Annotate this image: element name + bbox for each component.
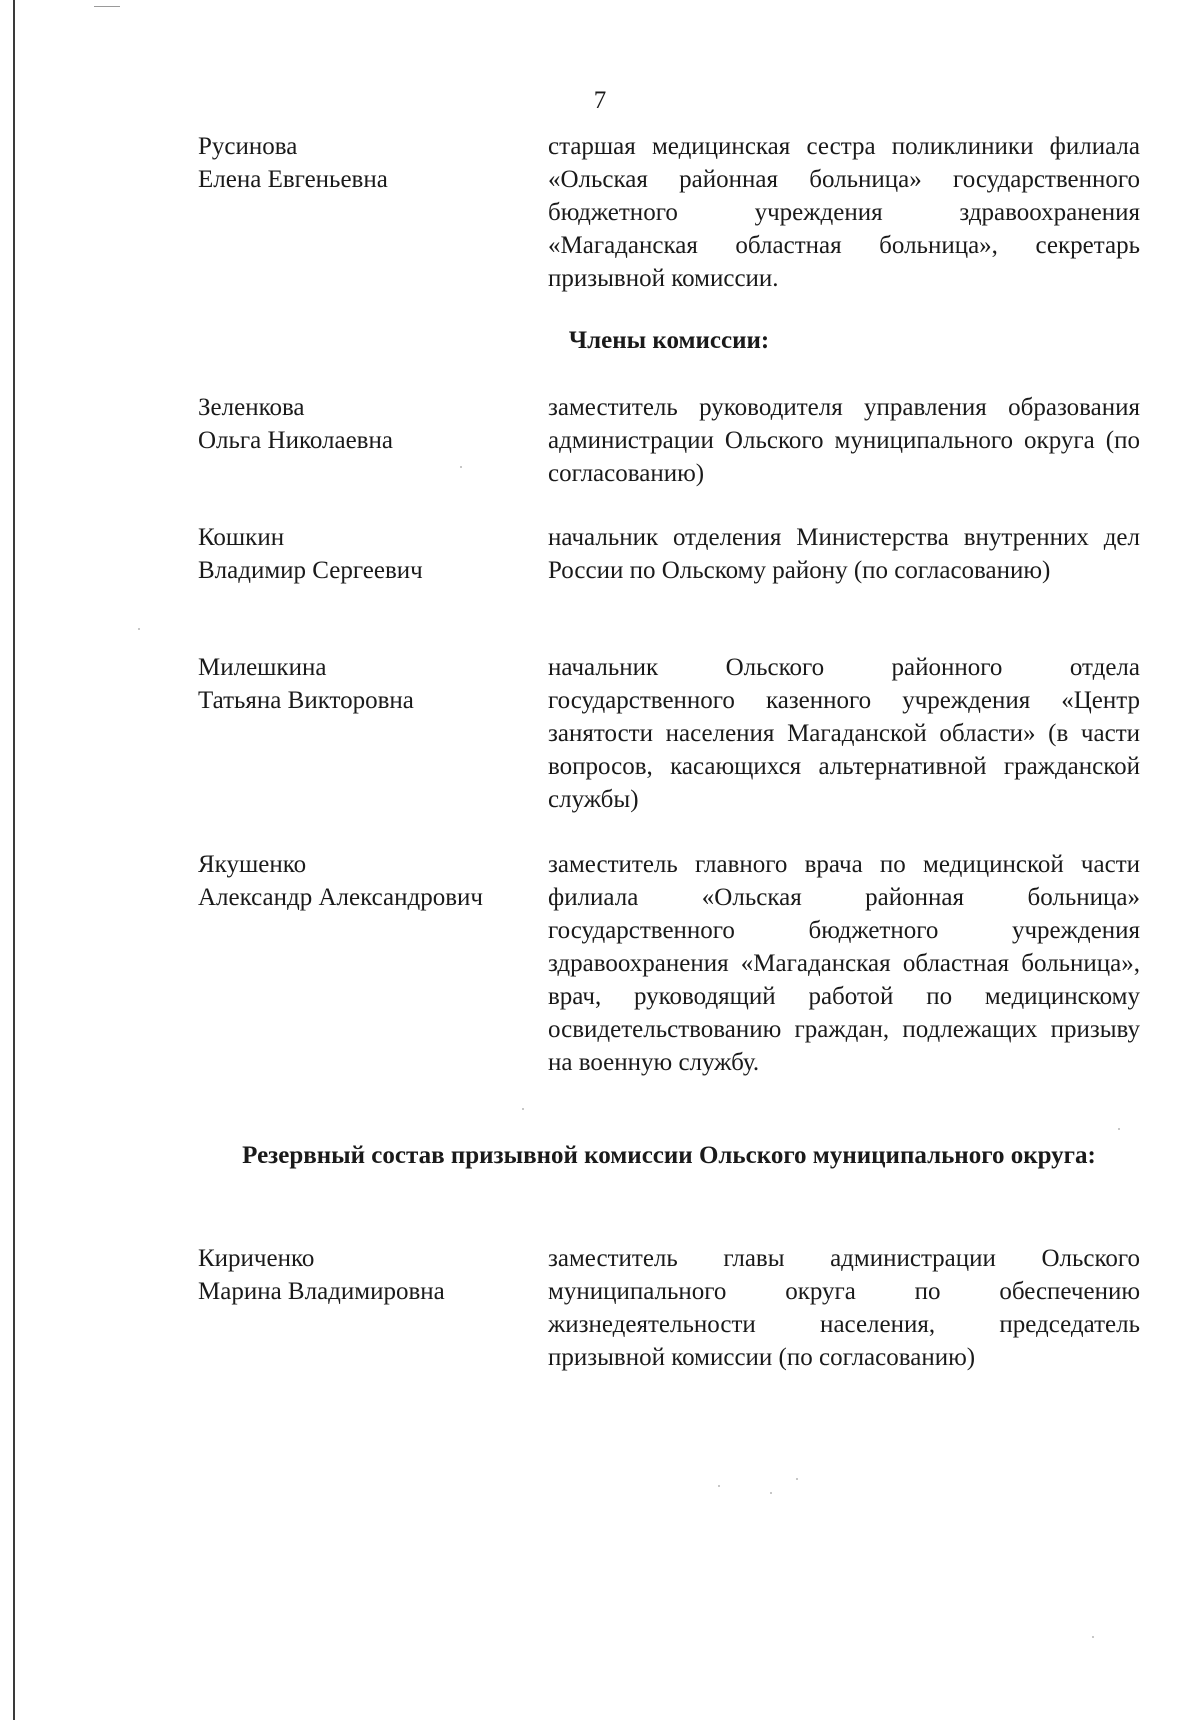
scan-speck xyxy=(1118,1128,1120,1130)
person-surname: Зеленкова xyxy=(198,394,305,421)
person-role: заместитель главного врача по медицинской части филиала «Ольская районная больница» государственного бюджетного учреждения здравоохранения «Магаданская областная больница», врач, руководящий работой по медицинскому освидетельствованию граждан, подлежащих призыву на военную службу. xyxy=(548,851,1140,1076)
scan-speck xyxy=(718,1485,720,1487)
person-name xyxy=(198,130,528,196)
person-role: заместитель главы администрации Ольского муниципального округа по обеспечению жизнедеятельности населения, председатель призывной комиссии (по согласованию) xyxy=(548,1245,1140,1371)
scan-speck xyxy=(138,628,140,630)
scan-speck xyxy=(522,1108,524,1110)
person-surname: Кириченко xyxy=(198,1245,315,1272)
person-surname: Кошкин xyxy=(198,524,285,551)
person-name xyxy=(198,1242,528,1308)
scan-corner-mark xyxy=(94,6,120,7)
scan-speck xyxy=(460,466,462,468)
person-role: начальник отделения Министерства внутренних дел России по Ольскому району (по согласованию) xyxy=(548,524,1140,584)
person-name xyxy=(198,521,528,587)
scan-left-edge xyxy=(13,0,15,1720)
person-given-names: Александр Александрович xyxy=(198,884,483,911)
person-given-names: Татьяна Викторовна xyxy=(198,687,414,714)
scan-speck xyxy=(770,1492,772,1494)
person-given-names: Марина Владимировна xyxy=(198,1278,445,1305)
person-name xyxy=(198,651,528,717)
members-heading: Члены комиссии: xyxy=(568,327,770,354)
person-name xyxy=(198,391,528,457)
reserve-heading: Резервный состав призывной комиссии Ольского муниципального округа: xyxy=(242,1142,1096,1169)
page-number: 7 xyxy=(593,87,607,114)
person-surname: Якушенко xyxy=(198,851,307,878)
person-role: заместитель руководителя управления образования администрации Ольского муниципального округа (по согласованию) xyxy=(548,394,1140,487)
person-given-names: Ольга Николаевна xyxy=(198,427,393,454)
person-given-names: Елена Евгеньевна xyxy=(198,166,388,193)
person-given-names: Владимир Сергеевич xyxy=(198,557,423,584)
person-surname: Русинова xyxy=(198,133,298,160)
person-surname: Милешкина xyxy=(198,654,327,681)
scan-speck xyxy=(796,1478,798,1480)
person-role: старшая медицинская сестра поликлиники филиала «Ольская районная больница» государственного бюджетного учреждения здравоохранения «Магаданская областная больница», секретарь призывной комиссии. xyxy=(548,133,1140,292)
scan-speck xyxy=(1092,1636,1094,1638)
person-role: начальник Ольского районного отдела государственного казенного учреждения «Центр занятости населения Магаданской области» (в части вопросов, касающихся альтернативной гражданской службы) xyxy=(548,654,1140,813)
person-name xyxy=(198,848,528,914)
